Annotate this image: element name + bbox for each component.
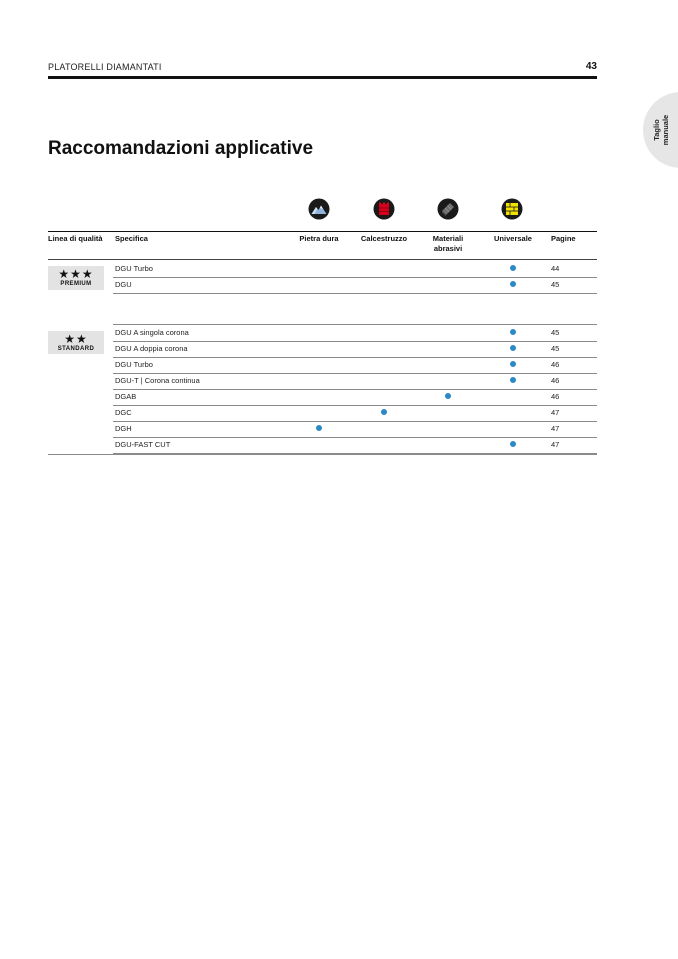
table-row [113, 421, 597, 438]
row-product-name: DGU-FAST CUT [115, 440, 171, 449]
row-page-number: 45 [551, 344, 560, 353]
row-product-name: DGH [115, 424, 132, 433]
row-universal-dot [510, 329, 516, 335]
row-product-name: DGC [115, 408, 132, 417]
col-header-quality: Linea di qualità [48, 234, 103, 243]
row-page-number: 47 [551, 408, 560, 417]
premium-badge [48, 266, 104, 290]
row-universal-dot [510, 265, 516, 271]
table-row [113, 437, 597, 454]
table-row [113, 261, 597, 278]
table-row [113, 325, 597, 342]
row-product-name: DGU Turbo [115, 360, 153, 369]
row-page-number: 47 [551, 440, 560, 449]
row-universal-dot [510, 281, 516, 287]
col-header-abrasive [415, 234, 481, 254]
col-header-universal: Universale [494, 234, 532, 243]
standard-group-top-rule [113, 324, 597, 325]
header-divider [48, 76, 597, 79]
col-header-abrasive-line1: Materiali [432, 234, 464, 243]
row-product-name: DGU [115, 280, 132, 289]
row-universal-dot [510, 361, 516, 367]
table-row [113, 373, 597, 390]
abrasive-material-icon [437, 198, 459, 220]
row-product-name: DGU Turbo [115, 264, 153, 273]
row-page-number: 47 [551, 424, 560, 433]
table-top-rule [48, 231, 597, 232]
row-page-number: 45 [551, 328, 560, 337]
page-number: 43 [585, 61, 597, 72]
row-page-number: 46 [551, 392, 560, 401]
chapter-tab-line1: Taglio [652, 119, 661, 141]
table-row [113, 389, 597, 406]
row-stone-dot [316, 425, 322, 431]
row-product-name: DGU-T | Corona continua [115, 376, 200, 385]
row-universal-dot [510, 345, 516, 351]
standard-stars: ★★ [64, 332, 88, 346]
standard-badge [48, 331, 104, 354]
col-header-stone: Pietra dura [299, 234, 339, 243]
table-row [113, 341, 597, 358]
standard-label: STANDARD [57, 346, 95, 352]
row-page-number: 46 [551, 376, 560, 385]
table-bottom-rule [48, 454, 597, 455]
row-abrasive-dot [445, 393, 451, 399]
page-title: Raccomandazioni applicative [48, 138, 314, 159]
row-page-number: 44 [551, 264, 560, 273]
table-row [113, 405, 597, 422]
row-product-name: DGU A doppia corona [115, 344, 188, 353]
row-product-name: DGU A singola corona [115, 328, 189, 337]
premium-label: PREMIUM [60, 281, 92, 287]
col-header-pages: Pagine [551, 234, 576, 243]
concrete-icon [373, 198, 395, 220]
table-header-rule [48, 259, 597, 260]
col-header-concrete: Calcestruzzo [360, 234, 408, 243]
row-universal-dot [510, 377, 516, 383]
row-product-name: DGAB [115, 392, 137, 401]
col-header-abrasive-line2: abrasivi [433, 244, 463, 253]
row-page-number: 46 [551, 360, 560, 369]
row-universal-dot [510, 441, 516, 447]
section-title: PLATORELLI DIAMANTATI [48, 62, 162, 72]
chapter-tab-label [641, 112, 678, 148]
row-page-number: 45 [551, 280, 560, 289]
row-concrete-dot [381, 409, 387, 415]
chapter-tab-line2: manuale [661, 114, 670, 146]
premium-stars: ★★★ [58, 267, 94, 281]
table-row [113, 277, 597, 294]
stone-icon [308, 198, 330, 220]
universal-icon [501, 198, 523, 220]
table-row [113, 357, 597, 374]
col-header-spec: Specifica [115, 234, 148, 243]
